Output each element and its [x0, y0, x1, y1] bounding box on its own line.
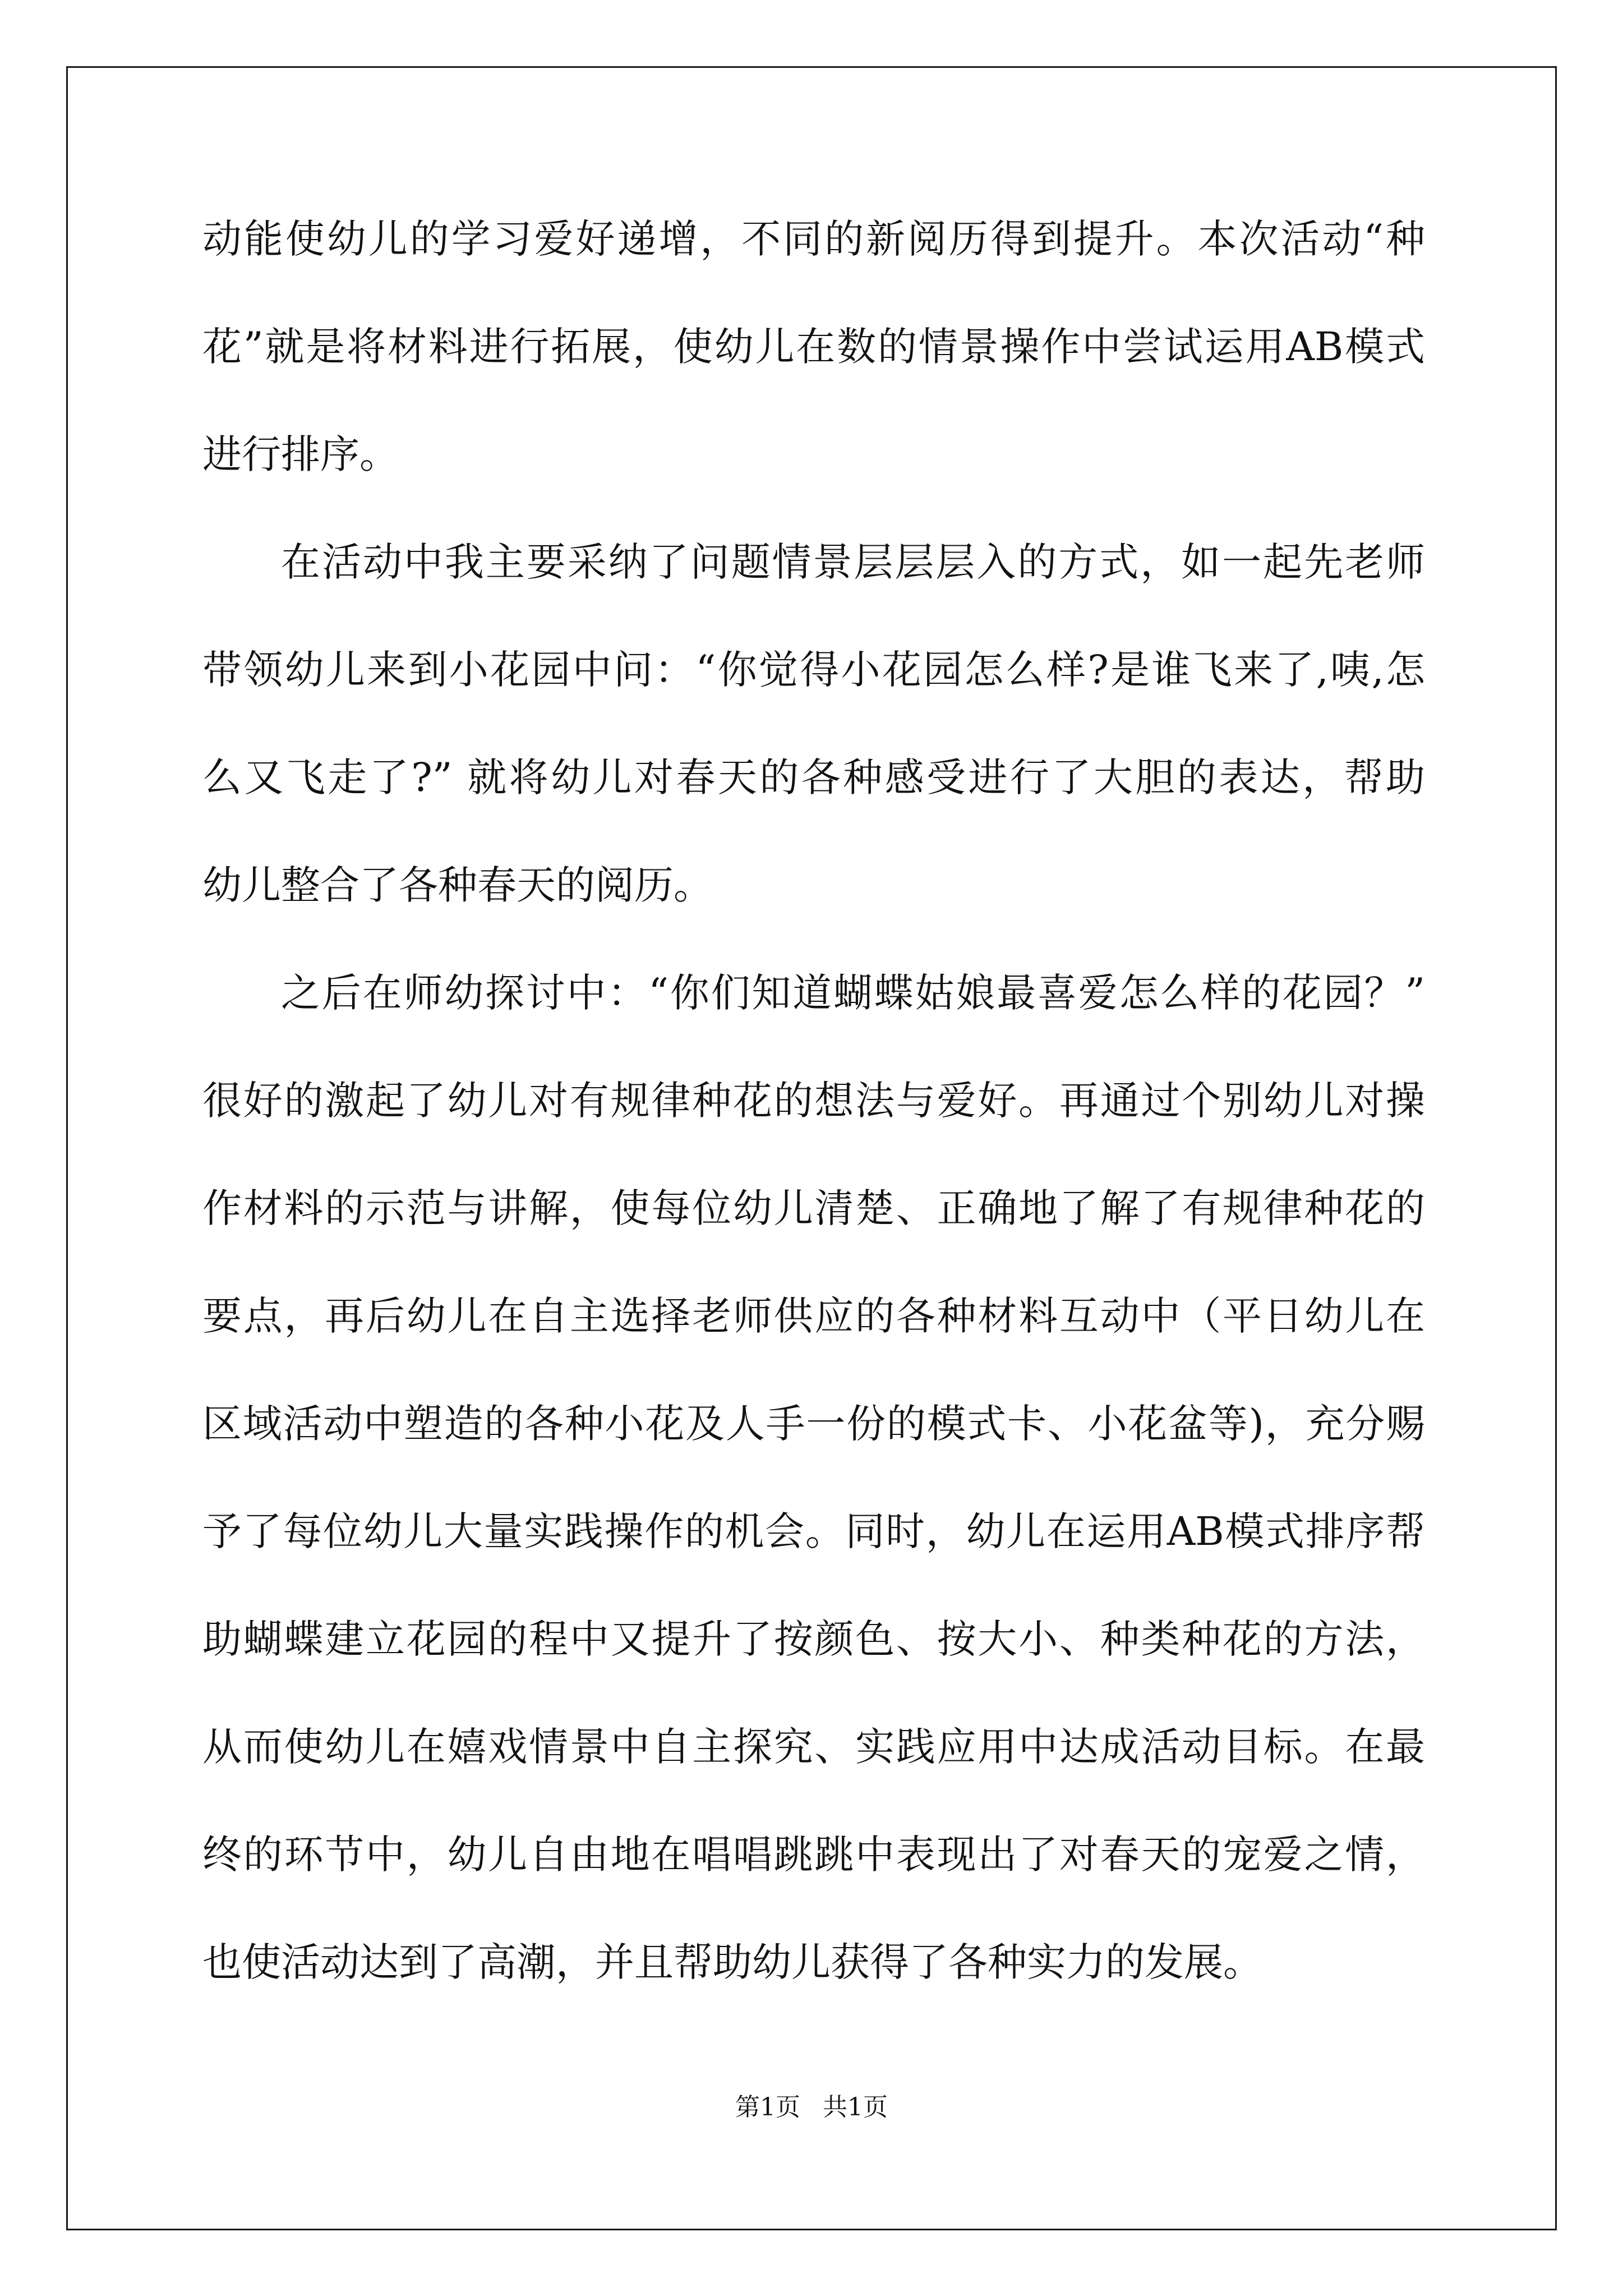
page-footer [0, 2087, 1623, 2123]
text-line: 进行排序。 [202, 431, 399, 477]
text-line: 幼儿整合了各种春天的阅历。 [202, 862, 713, 908]
text-line: 带领幼儿来到小花园中问：“你觉得小花园怎么样?是谁飞来了,咦,怎 [202, 647, 1425, 693]
text-line: 从而使幼儿在嬉戏情景中自主探究、实践应用中达成活动目标。在最 [202, 1724, 1425, 1770]
text-line: 动能使幼儿的学习爱好递增，不同的新阅历得到提升。本次活动“种 [202, 216, 1425, 262]
text-line: 予了每位幼儿大量实践操作的机会。同时，幼儿在运用AB模式排序帮 [202, 1508, 1425, 1554]
document-body [202, 185, 1425, 2016]
text-line: 作材料的示范与讲解，使每位幼儿清楚、正确地了解了有规律种花的 [202, 1185, 1425, 1231]
text-line: 要点，再后幼儿在自主选择老师供应的各种材料互动中（平日幼儿在 [202, 1293, 1425, 1339]
text-line: 很好的激起了幼儿对有规律种花的想法与爱好。再通过个别幼儿对操 [202, 1078, 1425, 1124]
page-number: 第1页 [735, 2093, 800, 2122]
text-line: 助蝴蝶建立花园的程中又提升了按颜色、按大小、种类种花的方法， [202, 1616, 1425, 1662]
text-line: 在活动中我主要采纳了问题情景层层层入的方式，如一起先老师 [281, 539, 1425, 585]
text-line: 花”就是将材料进行拓展，使幼儿在数的情景操作中尝试运用AB模式 [202, 324, 1425, 370]
text-line: 之后在师幼探讨中：“你们知道蝴蝶姑娘最喜爱怎么样的花园？” [281, 970, 1425, 1016]
text-line: 么又飞走了?” 就将幼儿对春天的各种感受进行了大胆的表达，帮助 [202, 754, 1425, 800]
text-line: 终的环节中，幼儿自由地在唱唱跳跳中表现出了对春天的宠爱之情， [202, 1832, 1425, 1878]
text-line: 区域活动中塑造的各种小花及人手一份的模式卡、小花盆等)，充分赐 [202, 1401, 1425, 1447]
text-line: 也使活动达到了高潮，并且帮助幼儿获得了各种实力的发展。 [202, 1939, 1262, 1985]
page-total: 共1页 [823, 2093, 888, 2122]
